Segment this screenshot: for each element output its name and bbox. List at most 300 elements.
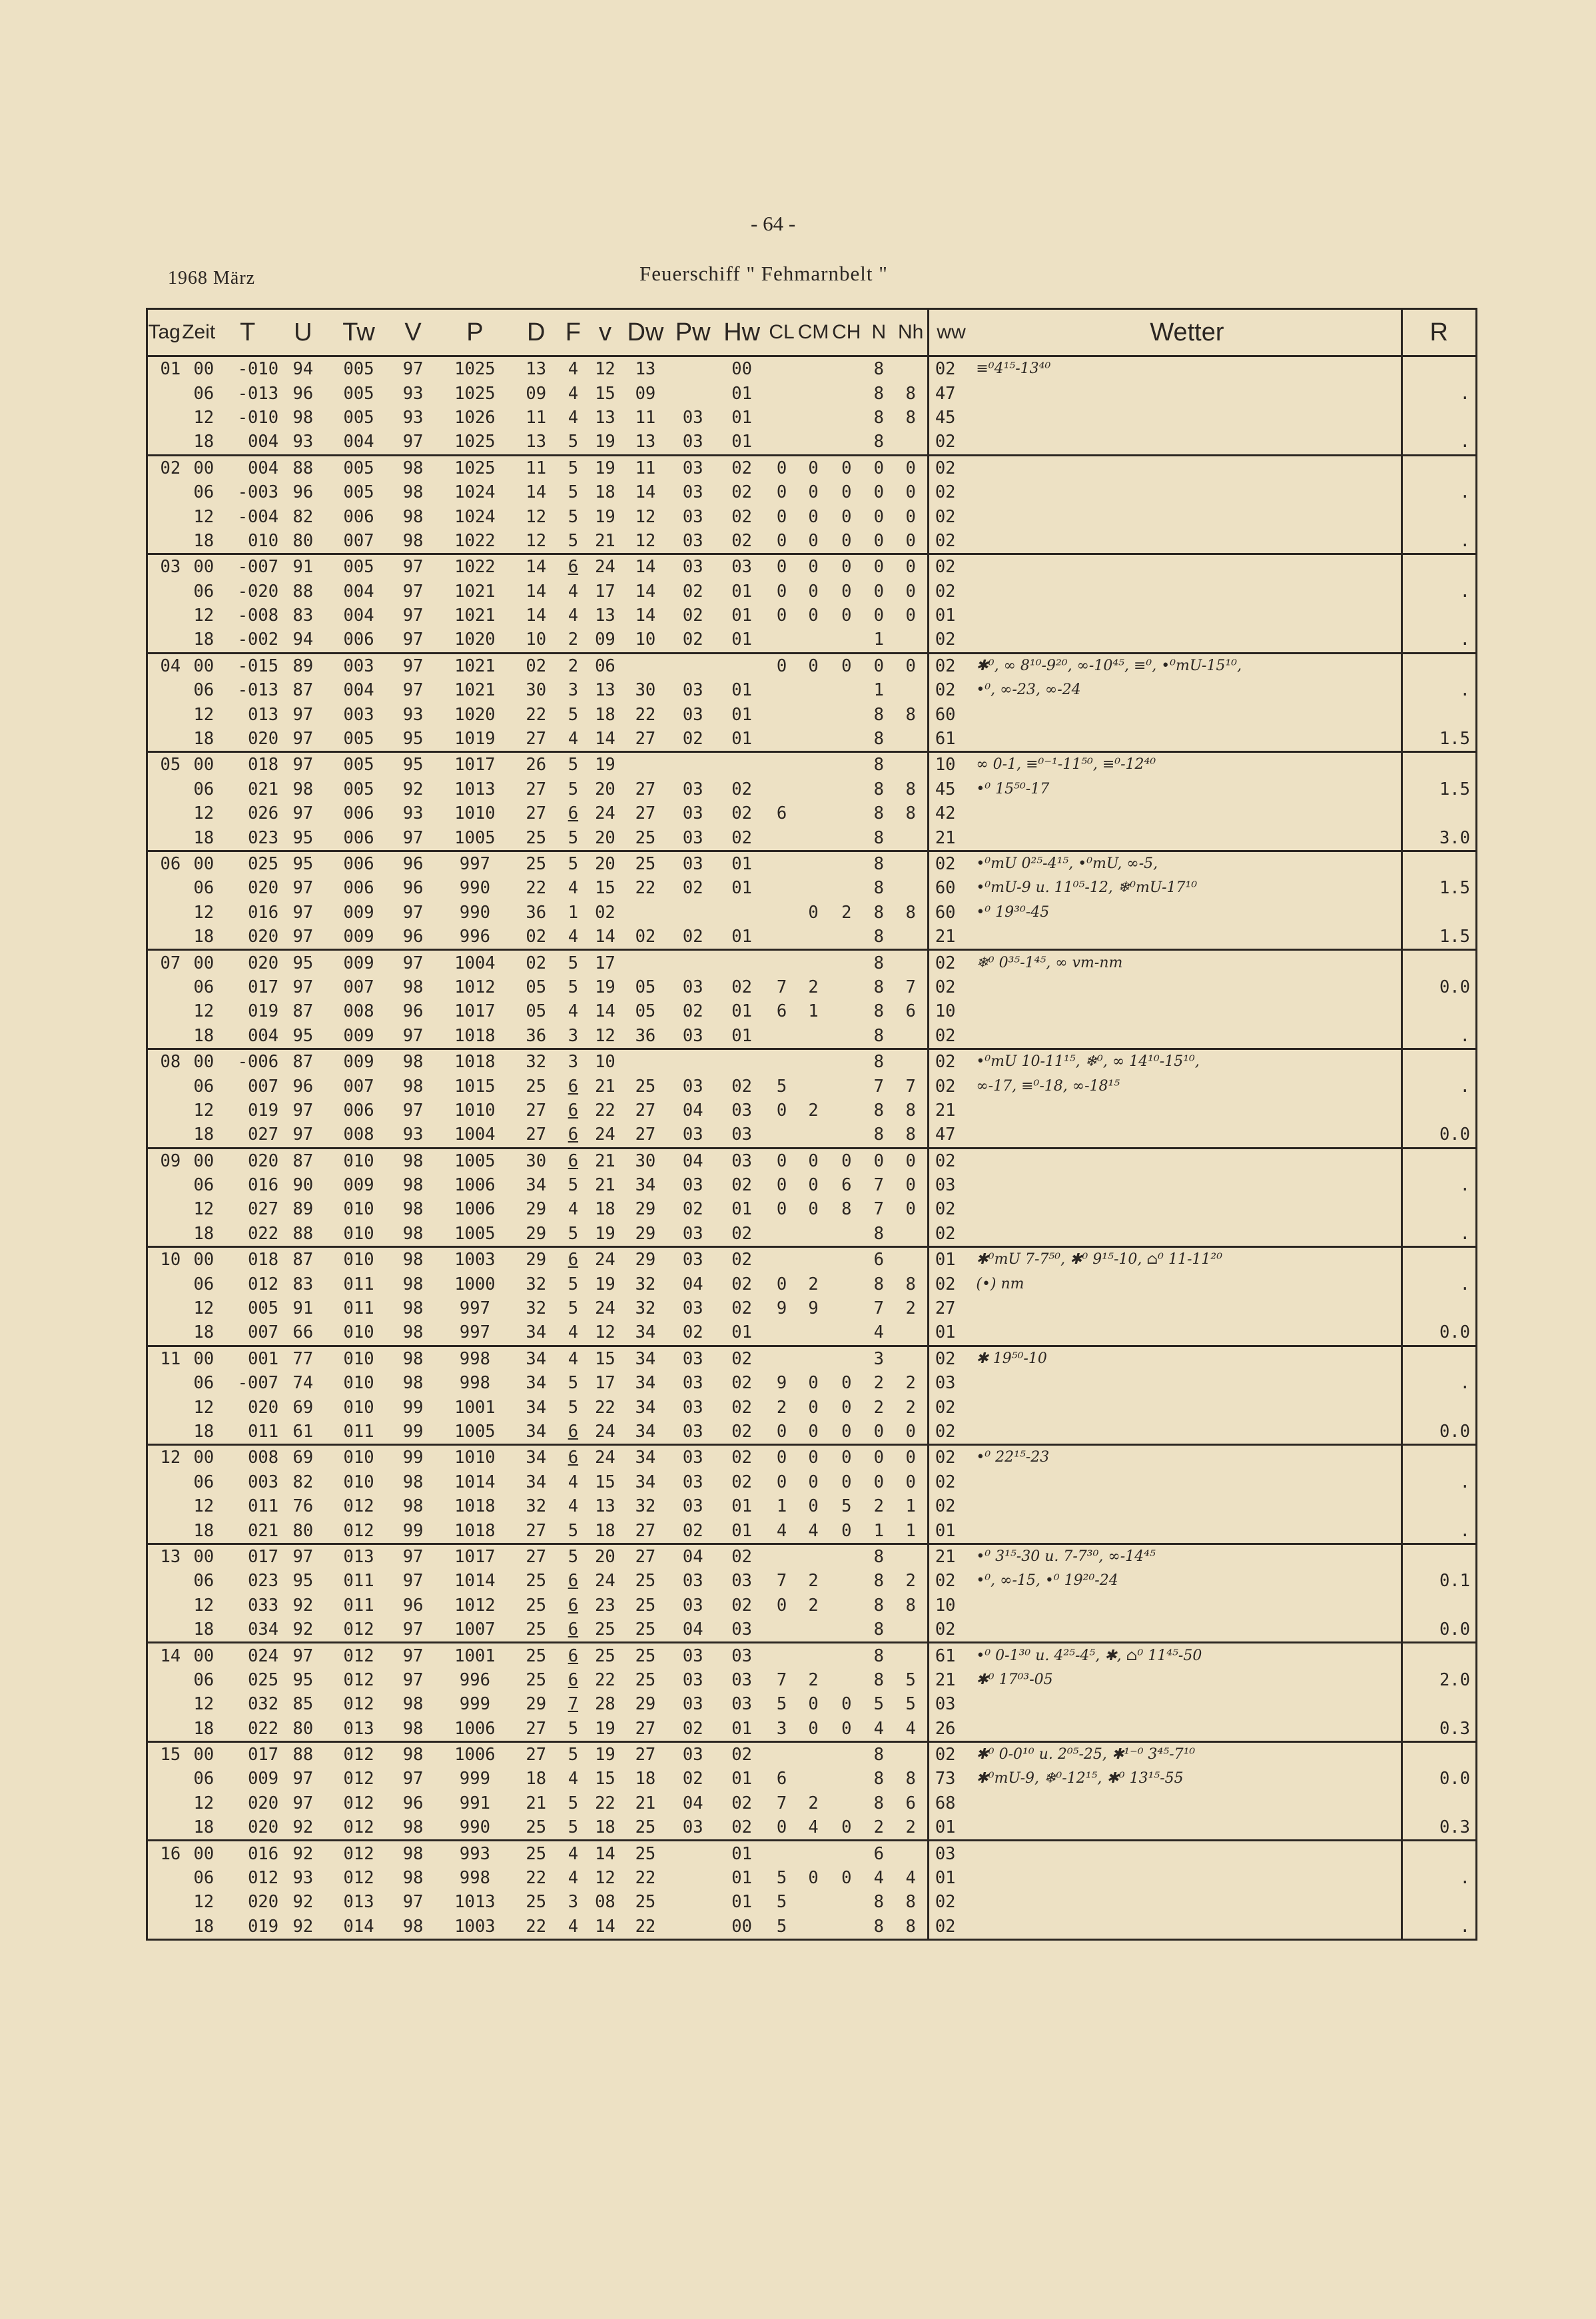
cell-v: 97 xyxy=(402,1620,424,1640)
cell-t: -015 xyxy=(216,653,278,678)
cell-hw: 03 xyxy=(731,1100,752,1121)
cell-u: 89 xyxy=(292,1199,314,1220)
cell-d: 36 xyxy=(526,902,547,923)
col-header-tw: Tw xyxy=(328,309,390,356)
cell-u: 61 xyxy=(292,1421,314,1442)
cell-p: 990 xyxy=(459,878,490,899)
cell-p: 1021 xyxy=(454,680,496,701)
cell-t: -010 xyxy=(237,407,279,428)
cell-tag: 11 xyxy=(147,1346,181,1371)
cell-cl xyxy=(766,678,797,702)
cell-t: 004 xyxy=(248,432,279,452)
cell-n: 8 xyxy=(873,704,885,725)
cell-ww: 45 xyxy=(928,406,973,430)
cell-zeit: 12 xyxy=(193,1892,214,1913)
cell-cl xyxy=(766,702,797,726)
cell-cl xyxy=(766,925,797,950)
table-row xyxy=(147,653,1477,678)
cell-ww: 02 xyxy=(928,1074,973,1098)
cell-n: 7 xyxy=(873,1298,885,1319)
cell-ww: 01 xyxy=(928,604,973,628)
cell-v: 96 xyxy=(402,1595,424,1616)
table-row xyxy=(147,727,1477,752)
cell-nh: 4 xyxy=(905,1868,916,1889)
cell-wetter xyxy=(973,1915,1401,1940)
cell-wetter xyxy=(973,1024,1401,1049)
cell-ww: 26 xyxy=(928,1716,973,1741)
cell-ww: 21 xyxy=(928,925,973,950)
cell-d: 25 xyxy=(514,1643,558,1668)
cell-tag: 08 xyxy=(147,1049,181,1074)
cell-cl: 0 xyxy=(766,554,797,580)
cell-nh: 1 xyxy=(905,1520,916,1541)
cell-n: 8 xyxy=(873,407,885,428)
cell-nh: 8 xyxy=(905,1892,916,1913)
cell-tag: 16 xyxy=(147,1841,181,1866)
cell-p: 1025 xyxy=(454,432,496,452)
cell-r xyxy=(1401,1197,1477,1221)
col-header-wetter: Wetter xyxy=(973,309,1401,356)
cell-ch: 0 xyxy=(829,1445,863,1470)
cell-tw: 008 xyxy=(343,1125,374,1145)
cell-dw: 34 xyxy=(635,1373,656,1394)
cell-u: 83 xyxy=(292,606,314,626)
table-row xyxy=(147,455,1477,480)
cell-wetter: ≡⁰4¹⁵-13⁴⁰ xyxy=(976,360,1051,378)
cell-pw xyxy=(668,1890,717,1914)
cell-n: 8 xyxy=(873,1916,885,1937)
cell-cm: 0 xyxy=(808,530,819,551)
cell-r xyxy=(1401,801,1477,825)
table-row xyxy=(147,406,1477,430)
table-row xyxy=(147,1594,1477,1618)
cell-cm xyxy=(797,1841,830,1866)
cell-r: 2.0 xyxy=(1401,1668,1477,1692)
cell-f: 5 xyxy=(568,1520,579,1541)
table-row xyxy=(147,702,1477,726)
cell-wetter: ∞-17, ≡⁰-18, ∞-18¹⁵ xyxy=(976,1077,1120,1095)
cell-d: 05 xyxy=(526,977,547,997)
cell-ch xyxy=(829,777,863,801)
cell-cm xyxy=(797,1320,830,1346)
cell-vv: 12 xyxy=(595,1322,615,1343)
cell-p: 1005 xyxy=(454,827,496,848)
cell-pw: 04 xyxy=(682,1100,703,1121)
cell-cl: 9 xyxy=(776,1373,787,1394)
cell-hw xyxy=(717,1049,766,1074)
cell-r: 1.5 xyxy=(1401,925,1477,950)
cell-cl xyxy=(766,777,797,801)
cell-f: 6 xyxy=(568,1620,579,1640)
cell-hw: 02 xyxy=(731,1472,752,1492)
cell-tag: 07 xyxy=(147,950,181,975)
cell-d: 14 xyxy=(514,554,558,580)
cell-tag xyxy=(147,1494,181,1518)
cell-tw: 005 xyxy=(328,752,390,777)
cell-t: -013 xyxy=(237,383,279,404)
cell-ww: 47 xyxy=(928,381,973,405)
cell-v: 98 xyxy=(402,506,424,527)
cell-vv: 14 xyxy=(595,927,615,947)
cell-tag xyxy=(147,925,181,950)
cell-cl: 0 xyxy=(776,1595,787,1616)
cell-dw: 11 xyxy=(622,455,668,480)
cell-f: 5 xyxy=(568,1298,579,1319)
cell-pw: 03 xyxy=(682,1421,703,1442)
cell-p: 1017 xyxy=(454,1001,496,1022)
cell-v: 97 xyxy=(390,1643,436,1668)
cell-nh: 0 xyxy=(895,455,929,480)
cell-hw: 01 xyxy=(731,1868,752,1889)
cell-wetter: •⁰ 0-1³⁰ u. 4²⁵-4⁵, ✱, ⌂⁰ 11⁴⁵-50 xyxy=(973,1643,1401,1668)
cell-cl: 0 xyxy=(776,606,787,626)
cell-dw: 05 xyxy=(635,977,656,997)
cell-zeit: 06 xyxy=(193,878,214,899)
cell-p: 990 xyxy=(459,902,490,923)
cell-ww: 27 xyxy=(928,1296,973,1320)
cell-r xyxy=(1401,851,1477,876)
cell-p: 998 xyxy=(459,1373,490,1394)
cell-u: 97 xyxy=(292,704,314,725)
cell-cl: 0 xyxy=(776,581,787,602)
cell-t: 020 xyxy=(248,878,279,899)
cell-wetter: •⁰ 22¹⁵-23 xyxy=(973,1445,1401,1470)
cell-f: 5 xyxy=(568,779,579,799)
cell-d: 22 xyxy=(526,704,547,725)
cell-vv: 06 xyxy=(588,653,623,678)
cell-u: 98 xyxy=(292,407,314,428)
cell-pw: 04 xyxy=(682,1620,703,1640)
cell-u: 90 xyxy=(292,1175,314,1196)
cell-d: 25 xyxy=(526,827,547,848)
cell-pw: 02 xyxy=(682,927,703,947)
cell-n: 8 xyxy=(873,902,885,923)
cell-tag: 05 xyxy=(147,752,181,777)
cell-dw: 29 xyxy=(635,1223,656,1244)
cell-r xyxy=(1401,1841,1477,1866)
cell-wetter xyxy=(973,1173,1401,1197)
cell-f: 3 xyxy=(568,1025,579,1046)
cell-ch: 0 xyxy=(841,530,852,551)
cell-t: -008 xyxy=(237,606,279,626)
cell-r: . xyxy=(1401,480,1477,504)
table-row xyxy=(147,1767,1477,1791)
cell-tw: 005 xyxy=(343,482,374,503)
cell-hw: 01 xyxy=(731,407,752,428)
cell-f: 4 xyxy=(568,1199,579,1220)
cell-r: . xyxy=(1401,678,1477,702)
cell-vv: 19 xyxy=(595,977,615,997)
cell-n: 8 xyxy=(873,779,885,799)
cell-zeit: 12 xyxy=(193,803,214,824)
cell-cm: 0 xyxy=(808,581,819,602)
cell-zeit: 00 xyxy=(181,455,216,480)
cell-nh: 2 xyxy=(905,1571,916,1592)
table-row xyxy=(147,554,1477,580)
cell-v: 96 xyxy=(402,1001,424,1022)
cell-v: 98 xyxy=(402,1496,424,1517)
cell-wetter xyxy=(973,1470,1401,1494)
cell-tag xyxy=(147,1791,181,1815)
cell-p: 1020 xyxy=(454,630,496,650)
cell-wetter xyxy=(973,1841,1401,1866)
cell-wetter xyxy=(973,455,1401,480)
cell-hw: 01 xyxy=(731,927,752,947)
cell-d: 02 xyxy=(526,927,547,947)
cell-wetter xyxy=(973,1494,1401,1518)
table-row xyxy=(147,975,1477,999)
cell-hw: 02 xyxy=(731,977,752,997)
cell-tw: 013 xyxy=(343,1718,374,1739)
cell-hw: 01 xyxy=(731,704,752,725)
cell-r xyxy=(1401,1643,1477,1668)
cell-n: 0 xyxy=(873,482,885,503)
cell-hw: 02 xyxy=(731,1373,752,1394)
cell-tw: 004 xyxy=(343,606,374,626)
cell-hw: 03 xyxy=(717,1643,766,1668)
cell-dw: 34 xyxy=(635,1322,656,1343)
cell-p: 1018 xyxy=(454,1496,496,1517)
cell-t: 013 xyxy=(248,704,279,725)
cell-pw: 02 xyxy=(682,878,703,899)
cell-v: 98 xyxy=(390,1148,436,1173)
cell-ch xyxy=(829,1049,863,1074)
cell-tw: 008 xyxy=(343,1001,374,1022)
cell-f: 3 xyxy=(568,680,579,701)
cell-t: 009 xyxy=(248,1769,279,1789)
table-row xyxy=(147,925,1477,950)
cell-tw: 012 xyxy=(343,1769,374,1789)
cell-pw: 03 xyxy=(682,1373,703,1394)
cell-hw: 02 xyxy=(731,482,752,503)
cell-ch xyxy=(829,1890,863,1914)
cell-t: 021 xyxy=(248,1520,279,1541)
cell-nh xyxy=(895,678,929,702)
cell-n: 0 xyxy=(863,653,894,678)
cell-zeit: 18 xyxy=(193,729,214,749)
cell-u: 80 xyxy=(292,1520,314,1541)
cell-r: . xyxy=(1401,1074,1477,1098)
cell-p: 1022 xyxy=(436,554,514,580)
cell-pw: 03 xyxy=(682,1571,703,1592)
cell-nh xyxy=(895,950,929,975)
cell-t: 025 xyxy=(248,1669,279,1690)
cell-ww: 61 xyxy=(928,727,973,752)
cell-zeit: 18 xyxy=(193,1025,214,1046)
cell-t: -006 xyxy=(216,1049,278,1074)
cell-n: 0 xyxy=(873,530,885,551)
cell-f: 5 xyxy=(568,1718,579,1739)
cell-zeit: 00 xyxy=(181,1148,216,1173)
cell-v: 98 xyxy=(402,1298,424,1319)
cell-ww: 45 xyxy=(928,777,973,801)
cell-pw xyxy=(668,950,717,975)
cell-ch: 5 xyxy=(841,1496,852,1517)
cell-cm xyxy=(797,801,830,825)
cell-f: 4 xyxy=(568,606,579,626)
cell-cl xyxy=(766,727,797,752)
cell-v: 96 xyxy=(390,851,436,876)
cell-cl xyxy=(766,1123,797,1148)
cell-cl: 0 xyxy=(766,455,797,480)
cell-d: 27 xyxy=(526,729,547,749)
cell-cm xyxy=(797,628,830,653)
cell-hw: 02 xyxy=(717,455,766,480)
table-row xyxy=(147,1395,1477,1419)
cell-p: 1007 xyxy=(454,1620,496,1640)
cell-d: 09 xyxy=(526,383,547,404)
cell-r xyxy=(1401,950,1477,975)
cell-t: 010 xyxy=(248,530,279,551)
cell-ch xyxy=(829,1594,863,1618)
cell-dw: 25 xyxy=(635,1595,656,1616)
cell-hw: 01 xyxy=(731,581,752,602)
cell-nh: 8 xyxy=(905,902,916,923)
cell-dw: 05 xyxy=(635,1001,656,1022)
cell-zeit: 00 xyxy=(181,1049,216,1074)
cell-r: . xyxy=(1401,628,1477,653)
table-row xyxy=(147,1420,1477,1445)
cell-nh: 8 xyxy=(905,1125,916,1145)
cell-n: 8 xyxy=(873,383,885,404)
cell-wetter xyxy=(973,1371,1401,1395)
cell-tw: 010 xyxy=(328,1445,390,1470)
cell-f: 5 xyxy=(568,1793,579,1813)
cell-dw: 29 xyxy=(635,1694,656,1715)
cell-d: 27 xyxy=(526,803,547,824)
cell-ww: 02 xyxy=(928,580,973,604)
cell-u: 97 xyxy=(278,1643,327,1668)
cell-cm xyxy=(797,1767,830,1791)
cell-vv: 24 xyxy=(595,803,615,824)
cell-r xyxy=(1401,1494,1477,1518)
cell-tag xyxy=(147,1420,181,1445)
cell-d: 02 xyxy=(514,950,558,975)
cell-u: 96 xyxy=(292,482,314,503)
table-row xyxy=(147,1668,1477,1692)
cell-d: 12 xyxy=(526,530,547,551)
col-header-nh: Nh xyxy=(895,309,929,356)
cell-nh: 0 xyxy=(905,606,916,626)
cell-t: 005 xyxy=(248,1298,279,1319)
cell-ch xyxy=(829,1569,863,1593)
cell-tag xyxy=(147,504,181,528)
cell-zeit: 18 xyxy=(193,1421,214,1442)
cell-p: 1024 xyxy=(454,506,496,527)
table-row xyxy=(147,1618,1477,1643)
cell-d: 30 xyxy=(514,1148,558,1173)
cell-n: 8 xyxy=(873,1274,885,1294)
cell-v: 98 xyxy=(390,1741,436,1767)
cell-v: 98 xyxy=(402,1076,424,1097)
cell-zeit: 00 xyxy=(181,1741,216,1767)
cell-tw: 009 xyxy=(328,950,390,975)
cell-vv: 22 xyxy=(595,1100,615,1121)
cell-hw: 02 xyxy=(731,1595,752,1616)
cell-hw: 02 xyxy=(731,1076,752,1097)
col-header-d: D xyxy=(514,309,558,356)
cell-nh xyxy=(895,1222,929,1247)
cell-zeit: 12 xyxy=(193,1694,214,1715)
cell-f: 4 xyxy=(568,1916,579,1937)
cell-vv: 14 xyxy=(595,1916,615,1937)
cell-cl: 0 xyxy=(766,1445,797,1470)
cell-u: 93 xyxy=(292,1868,314,1889)
cell-d: 32 xyxy=(526,1298,547,1319)
cell-ch xyxy=(829,702,863,726)
cell-d: 25 xyxy=(526,1817,547,1838)
cell-zeit: 12 xyxy=(193,506,214,527)
cell-dw: 32 xyxy=(635,1496,656,1517)
cell-f: 5 xyxy=(568,1274,579,1294)
cell-tw: 011 xyxy=(343,1421,374,1442)
cell-dw: 14 xyxy=(622,554,668,580)
cell-ch xyxy=(829,430,863,455)
cell-tw: 012 xyxy=(343,1520,374,1541)
cell-tw: 010 xyxy=(343,1373,374,1394)
cell-cm xyxy=(797,1222,830,1247)
cell-v: 99 xyxy=(402,1520,424,1541)
cell-cl xyxy=(766,356,797,382)
cell-vv: 18 xyxy=(595,482,615,503)
cell-d: 13 xyxy=(526,432,547,452)
cell-v: 95 xyxy=(390,752,436,777)
cell-cl xyxy=(766,1049,797,1074)
cell-r xyxy=(1401,702,1477,726)
cell-pw: 02 xyxy=(682,1001,703,1022)
cell-d: 27 xyxy=(526,1125,547,1145)
table-row xyxy=(147,1569,1477,1593)
cell-n: 8 xyxy=(863,1544,894,1569)
cell-nh: 0 xyxy=(895,1148,929,1173)
cell-v: 93 xyxy=(402,383,424,404)
cell-f: 4 xyxy=(568,1472,579,1492)
cell-pw: 04 xyxy=(668,1544,717,1569)
cell-ch: 0 xyxy=(829,554,863,580)
table-row xyxy=(147,1841,1477,1866)
cell-cm xyxy=(797,1247,830,1272)
cell-d: 22 xyxy=(526,1916,547,1937)
cell-ch: 0 xyxy=(829,653,863,678)
cell-ch xyxy=(829,381,863,405)
cell-nh: 8 xyxy=(905,1274,916,1294)
table-row xyxy=(147,1692,1477,1716)
cell-n: 0 xyxy=(873,1421,885,1442)
cell-hw: 01 xyxy=(717,1841,766,1866)
cell-ww: 02 xyxy=(928,504,973,528)
cell-cm xyxy=(797,876,830,900)
cell-r: . xyxy=(1401,1222,1477,1247)
cell-cm: 9 xyxy=(808,1298,819,1319)
cell-f: 4 xyxy=(568,359,579,380)
cell-tw: 009 xyxy=(343,902,374,923)
cell-dw: 34 xyxy=(635,1472,656,1492)
cell-d: 14 xyxy=(526,482,547,503)
cell-t: 016 xyxy=(248,902,279,923)
cell-f: 5 xyxy=(568,704,579,725)
cell-cm: 0 xyxy=(797,1148,830,1173)
cell-vv: 20 xyxy=(595,779,615,799)
cell-p: 997 xyxy=(459,1298,490,1319)
cell-tag xyxy=(147,1569,181,1593)
cell-ch xyxy=(829,1099,863,1123)
cell-p: 1000 xyxy=(454,1274,496,1294)
table-row xyxy=(147,356,1477,382)
cell-tw: 012 xyxy=(328,1741,390,1767)
cell-r: . xyxy=(1401,1024,1477,1049)
cell-cm: 2 xyxy=(808,1571,819,1592)
cell-ww: 10 xyxy=(928,1594,973,1618)
